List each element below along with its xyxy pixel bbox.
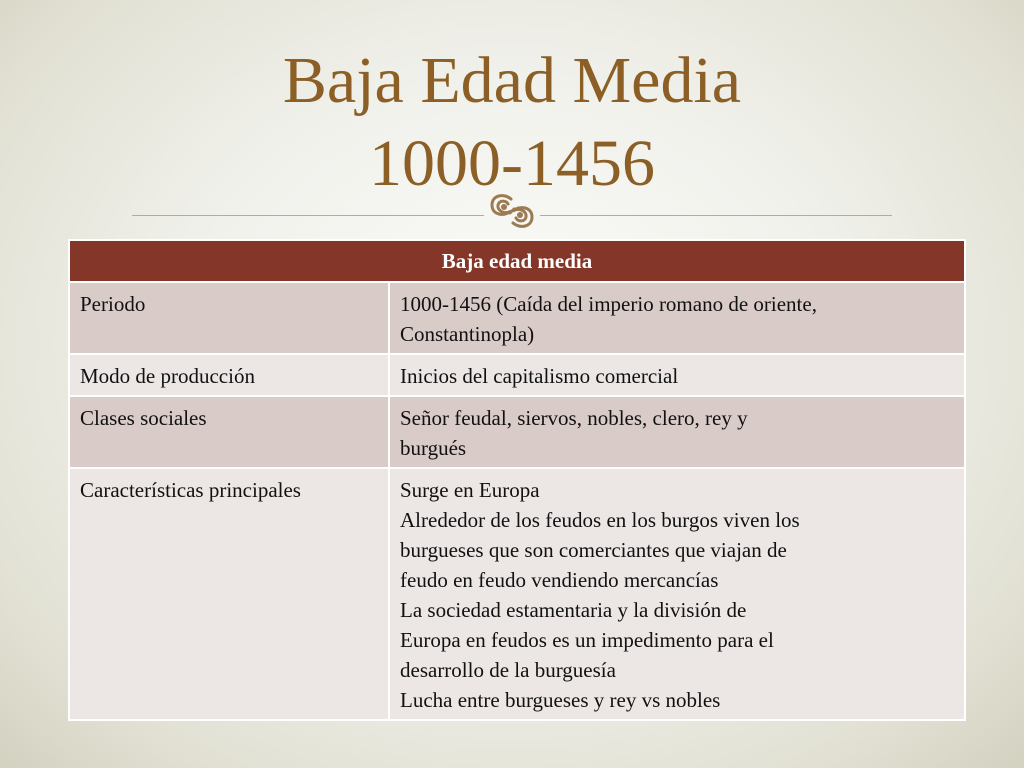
value-line: Inicios del capitalismo comercial: [400, 364, 679, 388]
divider-left: [132, 215, 484, 216]
row-label: Clases sociales: [69, 396, 389, 468]
value-line: Señor feudal, siervos, nobles, clero, rey y: [400, 406, 748, 430]
slide-title-line1: Baja Edad Media: [282, 44, 742, 117]
row-value: [389, 354, 965, 396]
value-line: Surge en Europa: [400, 478, 540, 502]
scroll-ornament-icon: [484, 191, 540, 231]
value-line: Europa en feudos es un impedimento para el: [400, 628, 774, 652]
value-line: desarrollo de la burguesía: [400, 658, 616, 682]
table-row: [69, 282, 965, 354]
table-row: [69, 396, 965, 468]
row-value: [389, 396, 965, 468]
table-row: [69, 468, 965, 720]
value-line: 1000-1456 (Caída del imperio romano de oriente,: [400, 292, 817, 316]
value-line: feudo en feudo vendiendo mercancías: [400, 568, 719, 592]
table-row: [69, 354, 965, 396]
value-line: La sociedad estamentaria y la división de: [400, 598, 747, 622]
row-label: Características principales: [69, 468, 389, 720]
value-line: burgués: [400, 436, 467, 460]
value-line: Lucha entre burgueses y rey vs nobles: [400, 688, 721, 712]
slide-title-line2: 1000-1456: [369, 127, 655, 200]
table-header: Baja edad media: [69, 240, 965, 282]
divider-right: [540, 215, 892, 216]
row-value: [389, 468, 965, 720]
row-value: [389, 282, 965, 354]
info-table: [68, 239, 966, 721]
row-label: Modo de producción: [69, 354, 389, 396]
row-label: Periodo: [69, 282, 389, 354]
table-header-row: [69, 240, 965, 282]
value-line: burgueses que son comerciantes que viajan de: [400, 538, 787, 562]
value-line: Alrededor de los feudos en los burgos viven los: [400, 508, 800, 532]
value-line: Constantinopla): [400, 322, 535, 346]
